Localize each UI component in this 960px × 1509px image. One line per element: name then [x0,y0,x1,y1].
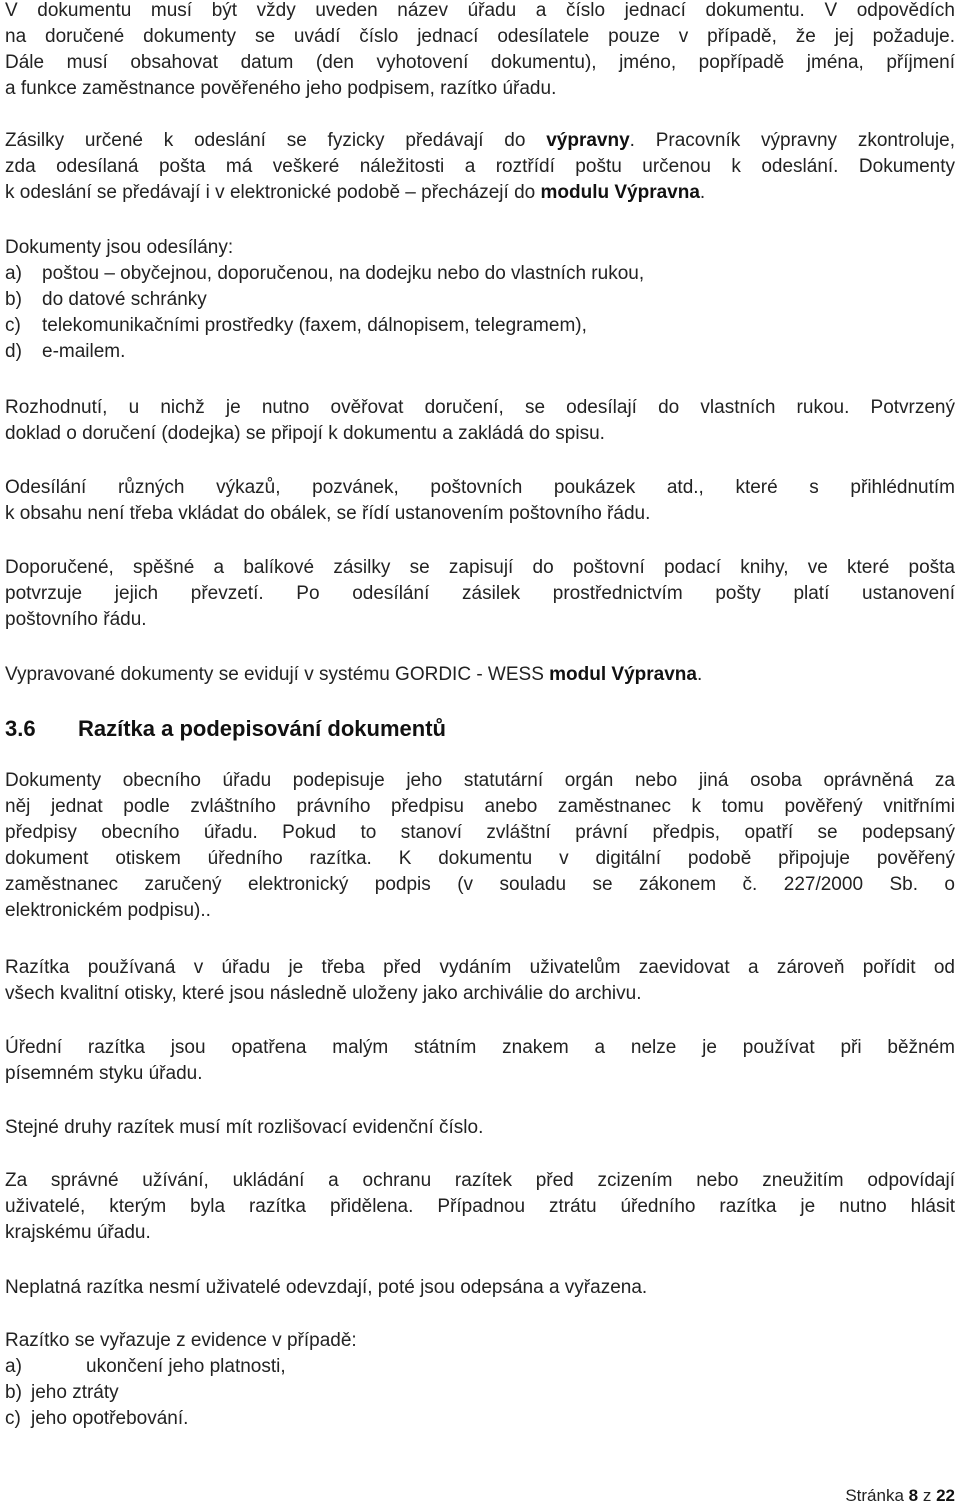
paragraph-dispatch-room [5,128,955,206]
text-line: a funkce zaměstnance pověřeného jeho podpisem, razítko úřadu. [5,78,557,99]
text-line: Dále musí obsahovat datum (den vyhotovení dokumentu), jméno, popřípadě jména, příjmení [5,52,955,73]
text-run: k odeslání se předávají i v elektronické podobě – přecházejí do [5,182,541,203]
list-text: ukončení jeho platnosti, [86,1356,286,1377]
text-line: Neplatná razítka nesmí uživatelé odevzdají, poté jsou odepsána a vyřazena. [5,1277,648,1298]
text-run: . [696,664,703,685]
page-current: 8 [908,1486,919,1505]
text-line: k obsahu není třeba vkládat do obálek, se řídí ustanovením poštovního řádu. [5,503,651,524]
text-line: něj jednat podle zvláštního právního předpisu anebo zaměstnanec k tomu pověřený vnitřními [5,796,955,817]
text-line: na doručené dokumenty se uvádí číslo jednací odesílatele pouze v případě, že jej požaduje. [5,26,955,47]
text-line: poštovního řádu. [5,609,147,630]
list-label: c) [5,1408,21,1429]
bold-term-vypravna: výpravny [546,130,630,151]
list-label: a) [5,1356,22,1377]
text-line: potvrzuje jejich převzetí. Po odesílání zásilek prostřednictvím pošty platí ustanovení [5,583,955,604]
paragraph-delivery-confirmation [5,395,955,447]
list-label: a) [5,263,22,284]
list-intro: Dokumenty jsou odesílány: [5,237,234,258]
list-dispatch-methods [5,235,955,365]
text-line: zda odesílaná pošta má veškeré náležitosti a roztřídí poštu určenou k odeslání. Dokumenty [5,156,955,177]
section-heading [5,714,955,744]
list-item [5,261,955,287]
page-total: 22 [936,1486,955,1505]
list-text: poštou – obyčejnou, doporučenou, na dodejku nebo do vlastních rukou, [42,263,645,284]
text-line: všech kvalitní otisky, které jsou následně uloženy jako archiválie do archivu. [5,983,642,1004]
text-line: dokument otiskem úředního razítka. K dokumentu v digitální podobě připojuje pověřený [5,848,955,869]
paragraph-signing-documents [5,768,955,924]
list-item [5,1354,955,1380]
list-intro: Razítko se vyřazuje z evidence v případě: [5,1330,357,1351]
list-text: e-mailem. [42,341,126,362]
paragraph-stamp-numbers [5,1115,955,1141]
paragraph-document-requirements [5,0,955,102]
paragraph-registered-mail [5,555,955,633]
list-text: telekomunikačními prostředky (faxem, dálnopisem, telegramem), [42,315,587,336]
list-label: d) [5,341,22,362]
bold-term-modul-vypravna: modulu Výpravna [540,182,700,203]
list-text: do datové schránky [42,289,207,310]
paragraph-official-stamps [5,1035,955,1087]
list-text: jeho opotřebování. [31,1408,189,1429]
paragraph-invalid-stamps [5,1275,955,1301]
list-text: jeho ztráty [31,1382,119,1403]
paragraph-sending-reports [5,475,955,527]
text-line: Rozhodnutí, u nichž je nutno ověřovat doručení, se odesílají do vlastních rukou. Potvrzený [5,397,955,418]
text-line: předpisy obecního úřadu. Pokud to stanoví zvláštní právní předpis, opatří se podepsaný [5,822,955,843]
list-item [5,287,955,313]
paragraph-gordic-wess [5,662,955,688]
text-line [5,128,955,154]
text-line: elektronickém podpisu).. [5,900,211,921]
text-line: zaměstnanec zaručený elektronický podpis (v souladu se zákonem č. 227/2000 Sb. o [5,874,955,895]
list-item [5,339,955,365]
page-separator: z [922,1486,932,1505]
text-line: Úřední razítka jsou opatřena malým státním znakem a nelze je používat při běžném [5,1037,955,1058]
text-run: . Pracovník výpravny zkontroluje, [629,130,955,151]
bold-term-modul-vypravna: modul Výpravna [549,664,697,685]
paragraph-stamp-registration [5,955,955,1007]
text-line: Odesílání různých výkazů, pozvánek, poštovních poukázek atd., které s přihlédnutím [5,477,955,498]
text-line: Stejné druhy razítek musí mít rozlišovací evidenční číslo. [5,1117,484,1138]
text-line: Doporučené, spěšné a balíkové zásilky se zapisují do poštovní podací knihy, ve které pošta [5,557,955,578]
paragraph-stamp-responsibility [5,1168,955,1246]
page-word: Stránka [845,1486,904,1505]
text-line: Za správné užívání, ukládání a ochranu razítek před zcizením nebo zneužitím odpovídají [5,1170,955,1191]
text-line: uživatelé, kterým byla razítka přidělena. Případnou ztrátu úředního razítka je nutno hlásit [5,1196,955,1217]
page-number-footer [845,1486,955,1506]
section-title: Razítka a podepisování dokumentů [78,716,446,741]
list-label: b) [5,289,22,310]
text-line: V dokumentu musí být vždy uveden název úřadu a číslo jednací dokumentu. V odpovědích [5,0,955,21]
text-line: písemném styku úřadu. [5,1063,203,1084]
section-number: 3.6 [5,716,36,741]
text-line: Razítka používaná v úřadu je třeba před vydáním uživatelům zaevidovat a zároveň pořídit od [5,957,955,978]
text-line: doklad o doručení (dodejka) se připojí k dokumentu a zakládá do spisu. [5,423,605,444]
text-line: krajskému úřadu. [5,1222,151,1243]
text-line [5,180,955,206]
text-line [5,662,955,688]
list-item [5,313,955,339]
text-run: . [699,182,706,203]
list-label: c) [5,315,21,336]
list-item [5,1380,955,1406]
text-run: Vypravované dokumenty se evidují v systému GORDIC - WESS [5,664,550,685]
list-label: b) [5,1382,22,1403]
list-item [5,1406,955,1432]
text-line: Dokumenty obecního úřadu podepisuje jeho statutární orgán nebo jiná osoba oprávněná za [5,770,955,791]
list-stamp-removal [5,1328,955,1432]
text-run: Zásilky určené k odeslání se fyzicky předávají do [5,130,547,151]
